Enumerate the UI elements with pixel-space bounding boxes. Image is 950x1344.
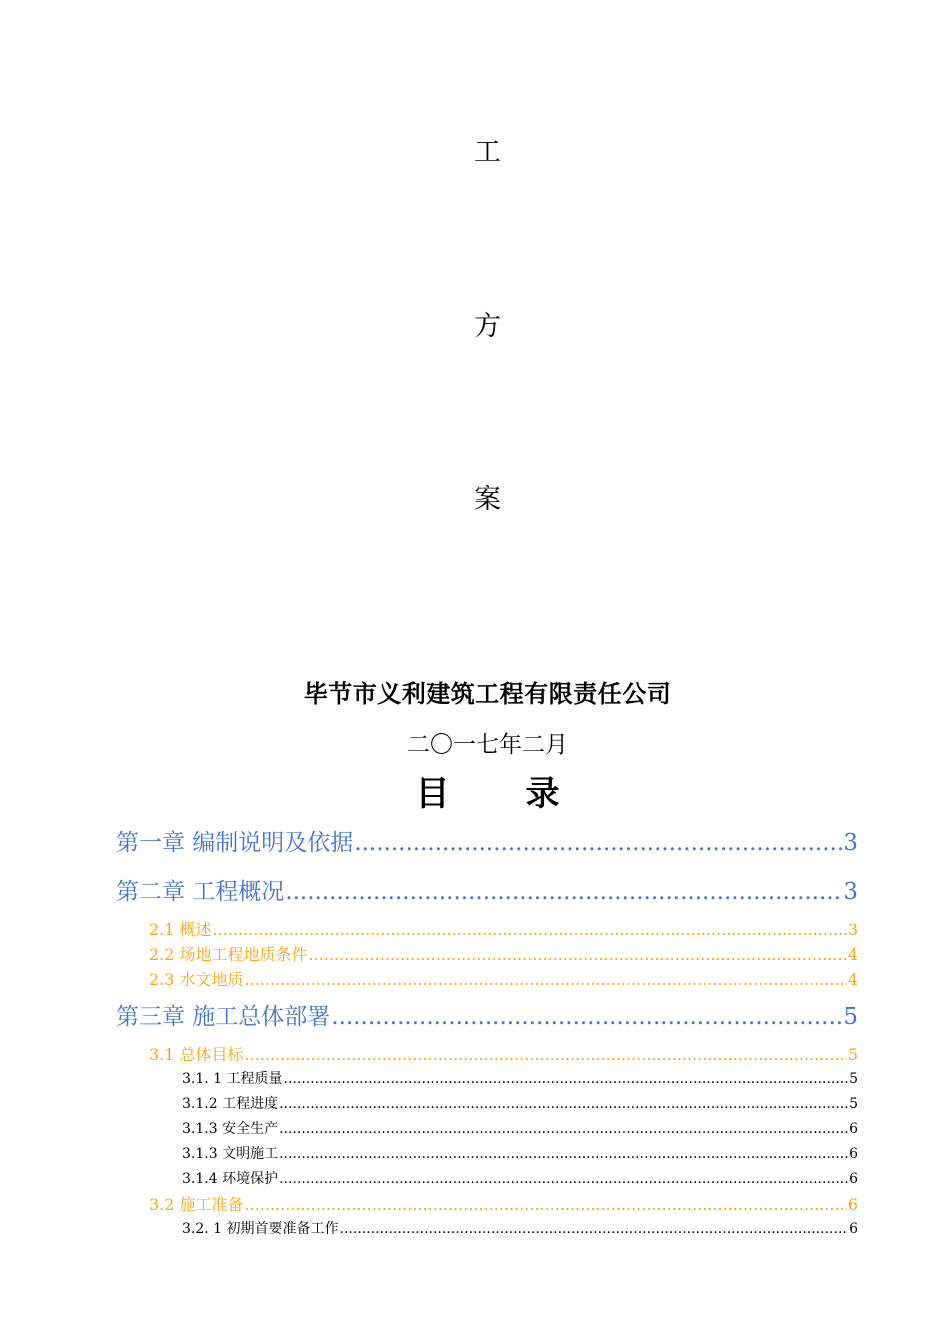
toc-leader-dots — [340, 1220, 849, 1239]
document-date: 二〇一七年二月 — [407, 732, 568, 758]
toc-entry-label: 3.2 施工准备 — [149, 1195, 244, 1214]
toc-leader-dots — [331, 1002, 842, 1032]
toc-entry-section[interactable] — [149, 1044, 858, 1065]
toc-leader-dots — [279, 1170, 848, 1189]
toc-entry-label: 3.1.3 安全生产 — [182, 1121, 279, 1137]
toc-entry-label: 2.2 场地工程地质条件 — [149, 945, 308, 964]
toc-entry-label: 第二章 工程概况 — [116, 879, 285, 905]
toc-entry-page: 3 — [847, 920, 858, 939]
toc-entry-subsection[interactable] — [182, 1070, 858, 1089]
toc-entry-chapter-1[interactable] — [116, 828, 858, 858]
toc-entry-page: 5 — [847, 1045, 858, 1064]
toc-entry-chapter-2[interactable] — [116, 877, 858, 907]
toc-entry-label: 3.1.2 工程进度 — [182, 1096, 279, 1112]
toc-entry-subsection[interactable] — [182, 1095, 858, 1114]
toc-entry-page: 4 — [847, 970, 858, 989]
toc-entry-subsection[interactable] — [182, 1220, 858, 1239]
toc-entry-page: 3 — [843, 830, 858, 856]
toc-entry-page: 6 — [849, 1171, 858, 1187]
cover-title-char-2: 方 — [474, 311, 501, 342]
toc-leader-dots — [279, 1095, 848, 1114]
toc-leader-dots — [213, 919, 847, 940]
toc-entry-label: 3.2. 1 初期首要准备工作 — [182, 1221, 339, 1237]
toc-entry-page: 5 — [849, 1096, 858, 1112]
cover-title-char-1: 工 — [474, 137, 501, 168]
toc-entry-label: 2.3 水文地质 — [149, 970, 244, 989]
company-name: 毕节市义利建筑工程有限责任公司 — [303, 680, 672, 708]
toc-leader-dots — [309, 944, 847, 965]
toc-entry-page: 6 — [847, 1195, 858, 1214]
toc-leader-dots — [279, 1145, 848, 1164]
toc-entry-section[interactable] — [149, 944, 858, 965]
toc-entry-label: 3.1.4 环境保护 — [182, 1171, 279, 1187]
toc-leader-dots — [245, 1044, 847, 1065]
toc-entry-section[interactable] — [149, 1194, 858, 1215]
toc-entry-subsection[interactable] — [182, 1170, 858, 1189]
toc-entry-subsection[interactable] — [182, 1120, 858, 1139]
toc-entry-section[interactable] — [149, 969, 858, 990]
toc-entry-label: 第一章 编制说明及依据 — [116, 830, 354, 856]
toc-entry-page: 5 — [843, 1004, 858, 1030]
toc-leader-dots — [284, 1070, 849, 1089]
toc-entry-page: 3 — [843, 879, 858, 905]
toc-entry-subsection[interactable] — [182, 1145, 858, 1164]
toc-entry-section[interactable] — [149, 919, 858, 940]
toc-entry-page: 4 — [847, 945, 858, 964]
toc-entry-label: 3.1 总体目标 — [149, 1045, 244, 1064]
toc-entry-page: 6 — [849, 1121, 858, 1137]
toc-leader-dots — [279, 1120, 848, 1139]
toc-entry-page: 5 — [849, 1071, 858, 1087]
toc-leader-dots — [285, 877, 842, 907]
toc-leader-dots — [245, 1194, 847, 1215]
toc-entry-label: 3.1.3 文明施工 — [182, 1146, 279, 1162]
toc-entry-label: 第三章 施工总体部署 — [116, 1004, 331, 1030]
toc-entry-chapter-3[interactable] — [116, 1002, 858, 1032]
toc-entry-page: 6 — [849, 1146, 858, 1162]
toc-leader-dots — [245, 969, 847, 990]
toc-leader-dots — [354, 828, 842, 858]
toc-entry-page: 6 — [849, 1221, 858, 1237]
toc-entry-label: 2.1 概述 — [149, 920, 212, 939]
toc-title: 目录 — [415, 774, 636, 814]
toc-entry-label: 3.1. 1 工程质量 — [182, 1071, 283, 1087]
cover-title-char-3: 案 — [474, 484, 501, 515]
